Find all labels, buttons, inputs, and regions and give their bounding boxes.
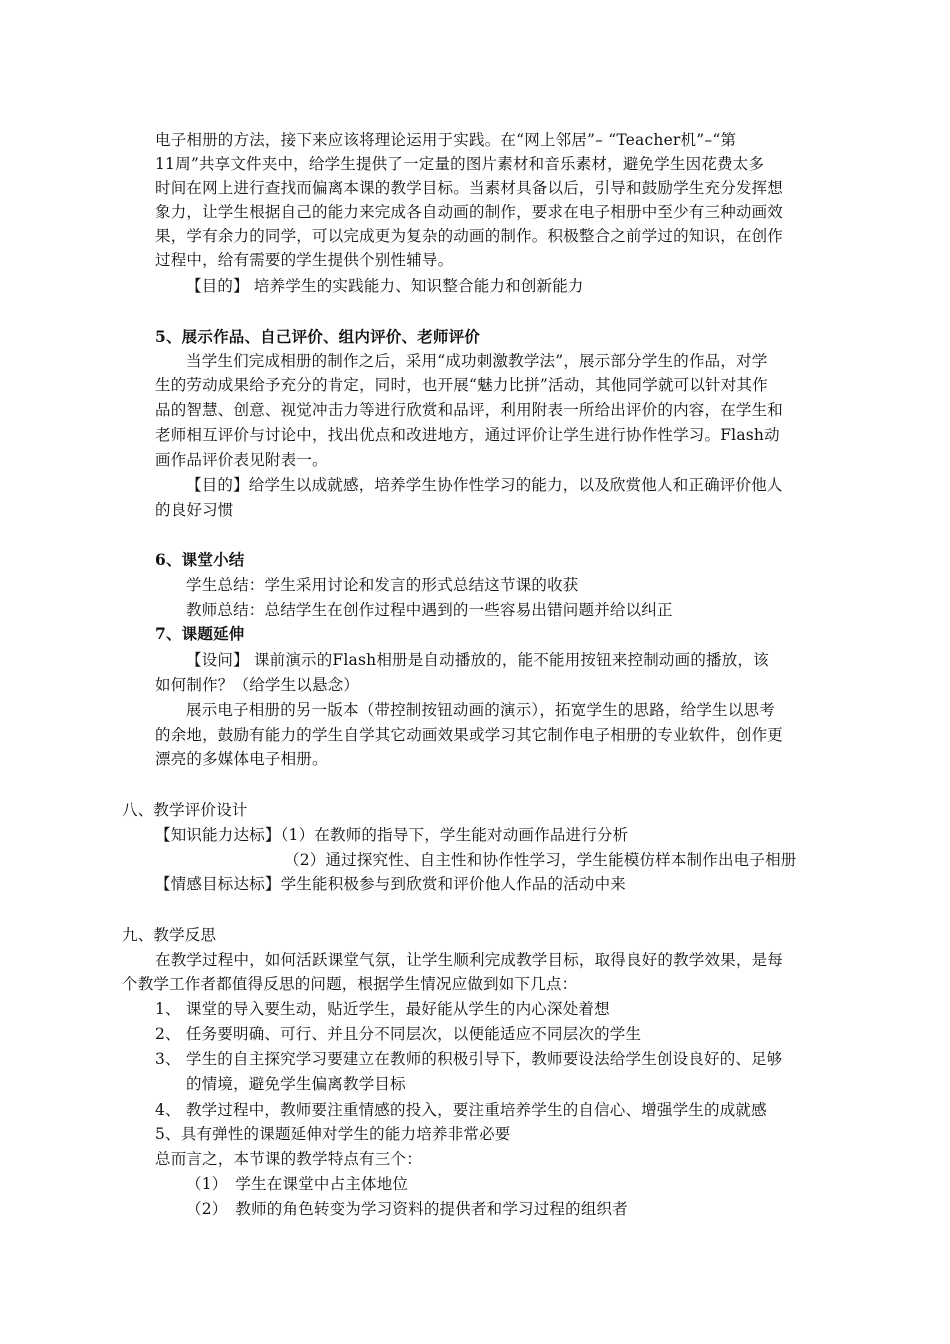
body-text-line: 如何制作？（给学生以悬念）	[155, 676, 360, 694]
list-item: （1） 学生在课堂中占主体地位	[186, 1175, 409, 1193]
chapter-heading: 八、教学评价设计	[122, 801, 248, 819]
list-item: （2） 教师的角色转变为学习资料的提供者和学习过程的组织者	[186, 1200, 628, 1218]
body-text-line: 象力，让学生根据自己的能力来完成各自动画的制作，要求在电子相册中至少有三种动画效	[155, 203, 784, 221]
list-item: 4、 教学过程中，教师要注重情感的投入，要注重培养学生的自信心、增强学生的成就感	[155, 1101, 767, 1119]
body-text-line: 品的智慧、创意、视觉冲击力等进行欣赏和品评，利用附表一所给出评价的内容，在学生和	[155, 401, 784, 419]
section-heading: 6、课堂小结	[155, 550, 245, 569]
body-text-line: 老师相互评价与讨论中，找出优点和改进地方，通过评价让学生进行协作性学习。Flash动	[155, 426, 780, 444]
body-text-line: 11周”共享文件夹中，给学生提供了一定量的图片素材和音乐素材，避免学生因花费太多	[155, 155, 765, 173]
list-item: 2、 任务要明确、可行、并且分不同层次，以便能适应不同层次的学生	[155, 1025, 642, 1043]
body-text-line: 的余地，鼓励有能力的学生自学其它动画效果或学习其它制作电子相册的专业软件，创作更	[155, 726, 784, 744]
body-text-line: 展示电子相册的另一版本（带控制按钮动画的演示），拓宽学生的思路，给学生以思考	[186, 701, 775, 719]
list-item-continuation: 的情境，避免学生偏离教学目标	[186, 1075, 406, 1093]
body-text-line: 的良好习惯	[155, 501, 234, 519]
purpose-note: 【目的】给学生以成就感，培养学生协作性学习的能力，以及欣赏他人和正确评价他人	[186, 476, 783, 494]
body-text-line: 漂亮的多媒体电子相册。	[155, 750, 328, 768]
body-text-line: 电子相册的方法，接下来应该将理论运用于实践。在“网上邻居”– “Teacher机”–“第	[155, 131, 737, 149]
body-text-line: 总而言之，本节课的教学特点有三个：	[155, 1150, 422, 1168]
list-item: 1、 课堂的导入要生动，贴近学生，最好能从学生的内心深处着想	[155, 1000, 610, 1018]
body-text-line: （2）通过探究性、自主性和协作性学习，学生能模仿样本制作出电子相册	[284, 851, 797, 869]
body-text-line: 画作品评价表见附表一。	[155, 451, 328, 469]
body-text-line: 过程中，给有需要的学生提供个别性辅导。	[155, 251, 454, 269]
body-text-line: 在教学过程中，如何活跃课堂气氛，让学生顺利完成教学目标，取得良好的教学效果，是每	[155, 951, 784, 969]
body-text-line: 当学生们完成相册的制作之后，采用“成功刺激教学法”，展示部分学生的作品，对学	[186, 352, 768, 370]
section-heading: 7、课题延伸	[155, 624, 245, 643]
body-text-line: 【情感目标达标】学生能积极参与到欣赏和评价他人作品的活动中来	[155, 875, 627, 893]
list-item: 3、 学生的自主探究学习要建立在教师的积极引导下，教师要设法给学生创设良好的、足够	[155, 1050, 783, 1068]
body-text-line: 生的劳动成果给予充分的肯定，同时，也开展“魅力比拼”活动，其他同学就可以针对其作	[155, 376, 768, 394]
body-text-line: 个教学工作者都值得反思的问题，根据学生情况应做到如下几点：	[122, 975, 578, 993]
purpose-note: 【目的】 培养学生的实践能力、知识整合能力和创新能力	[186, 277, 584, 295]
question-note: 【设问】 课前演示的Flash相册是自动播放的，能不能用按钮来控制动画的播放，该	[186, 651, 769, 669]
section-heading: 5、展示作品、自己评价、组内评价、老师评价	[155, 327, 480, 346]
body-text-line: 教师总结：总结学生在创作过程中遇到的一些容易出错问题并给以纠正	[186, 601, 673, 619]
body-text-line: 时间在网上进行查找而偏离本课的教学目标。当素材具备以后，引导和鼓励学生充分发挥想	[155, 179, 784, 197]
body-text-line: 学生总结：学生采用讨论和发言的形式总结这节课的收获	[186, 576, 579, 594]
chapter-heading: 九、教学反思	[122, 926, 217, 944]
list-item: 5、具有弹性的课题延伸对学生的能力培养非常必要	[155, 1125, 511, 1143]
body-text-line: 【知识能力达标】（1）在教师的指导下，学生能对动画作品进行分析	[155, 826, 629, 844]
body-text-line: 果，学有余力的同学，可以完成更为复杂的动画的制作。积极整合之前学过的知识，在创作	[155, 227, 784, 245]
